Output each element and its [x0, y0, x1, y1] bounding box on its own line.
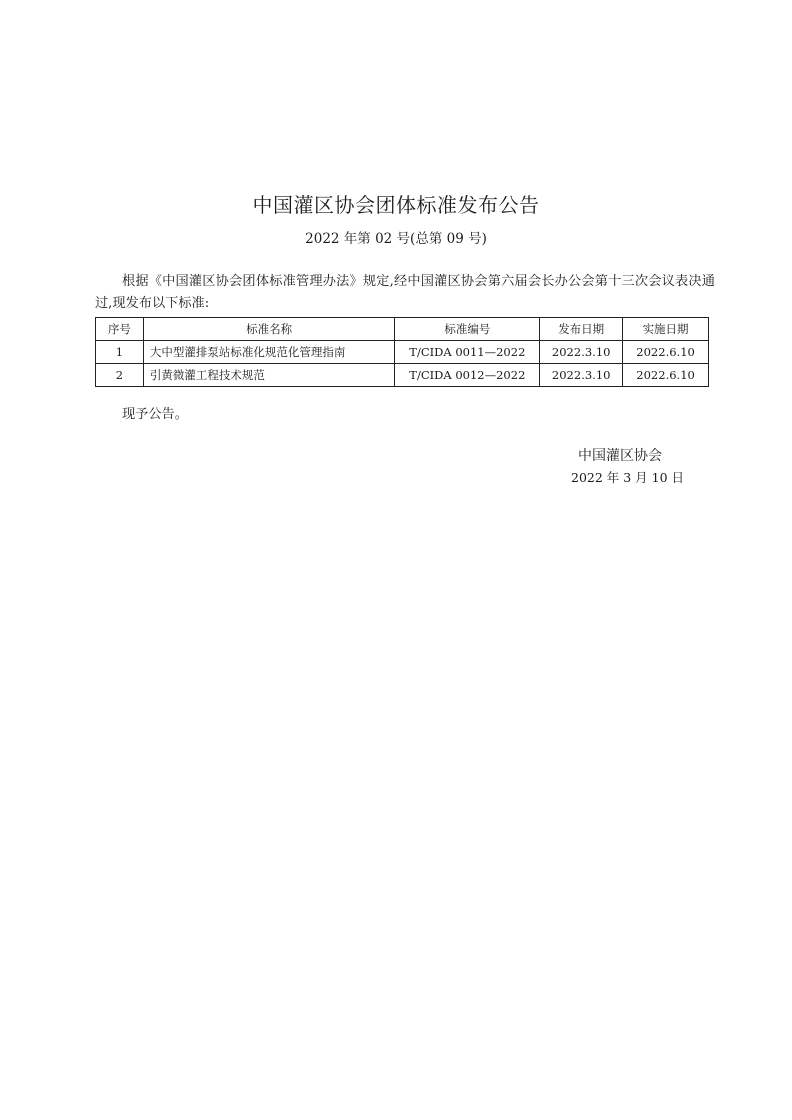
table-row	[96, 341, 709, 364]
row-issue-date: 2022.3.10	[540, 341, 623, 364]
announcement-title: 中国灌区协会团体标准发布公告	[252, 193, 540, 217]
row-standard-name: 引黄微灌工程技术规范	[143, 364, 395, 387]
row-standard-name: 大中型灌排泵站标准化规范化管理指南	[143, 341, 395, 364]
announcement-number: 2022 年第 02 号(总第 09 号)	[305, 231, 487, 247]
row-issue-date: 2022.3.10	[540, 364, 623, 387]
header-standard-name: 标准名称	[143, 318, 395, 341]
row-serial: 2	[96, 364, 144, 387]
row-serial: 1	[96, 341, 144, 364]
table-row	[96, 364, 709, 387]
header-issue-date: 发布日期	[540, 318, 623, 341]
issue-date: 2022 年 3 月 10 日	[571, 470, 685, 485]
table-header-row	[96, 318, 709, 341]
row-effective-date: 2022.6.10	[623, 341, 709, 364]
issuing-organization: 中国灌区协会	[578, 448, 662, 464]
header-serial: 序号	[96, 318, 144, 341]
header-effective-date: 实施日期	[623, 318, 709, 341]
header-standard-code: 标准编号	[395, 318, 540, 341]
notice-text: 现予公告。	[122, 407, 188, 422]
standards-table	[95, 317, 709, 387]
row-standard-code: T/CIDA 0011—2022	[395, 341, 540, 364]
row-standard-code: T/CIDA 0012—2022	[395, 364, 540, 387]
row-effective-date: 2022.6.10	[623, 364, 709, 387]
intro-paragraph: 根据《中国灌区协会团体标准管理办法》规定,经中国灌区协会第六届会长办公会第十三次会议表决通过,现发布以下标准:	[95, 274, 715, 311]
